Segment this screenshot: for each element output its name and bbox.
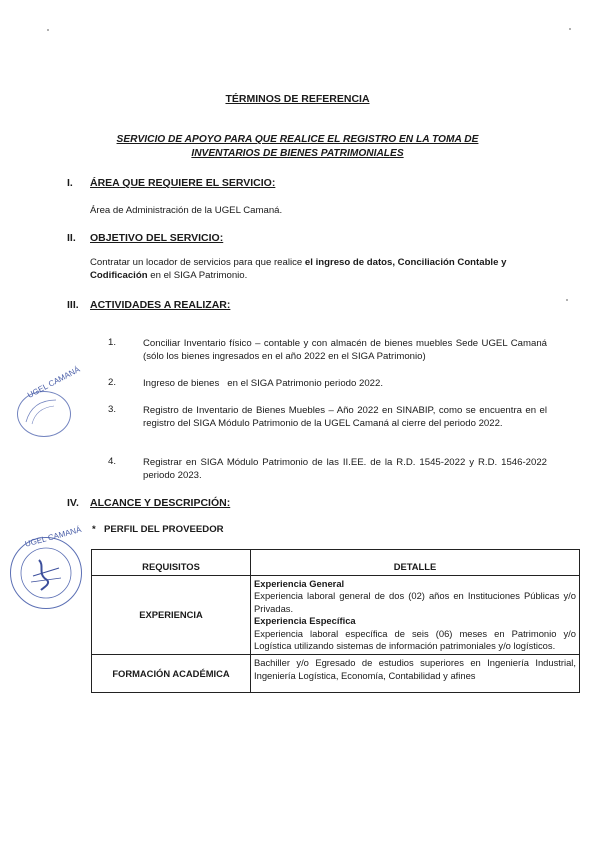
section-1-number: I.	[67, 177, 73, 189]
document-subtitle	[0, 133, 595, 160]
section-4-number: IV.	[67, 497, 79, 509]
col-requisitos-header: REQUISITOS	[92, 550, 251, 576]
stamp-2-text: UGEL CAMANÁ	[24, 525, 83, 549]
scan-speck	[566, 299, 568, 301]
subtitle-line-2: INVENTARIOS DE BIENES PATRIMONIALES	[191, 147, 404, 159]
section-2-heading: OBJETIVO DEL SERVICIO:	[90, 232, 224, 244]
scan-speck	[569, 28, 571, 30]
section-3-heading: ACTIVIDADES A REALIZAR:	[90, 299, 231, 311]
experiencia-especifica-text: Experiencia laboral específica de seis (06) meses en Patrimonio y/o Logística utilizando sistemas de información patrimoniales y/o logísticos.	[254, 627, 576, 652]
section-2-body	[90, 256, 510, 282]
perfil-heading: PERFIL DEL PROVEEDOR	[104, 524, 224, 535]
section-3-number: III.	[67, 299, 79, 311]
section-2-body-bold: el ingreso de datos, Conciliación Contable y Codificación	[90, 257, 507, 281]
ugel-seal-stamp	[17, 391, 71, 437]
document-title: TÉRMINOS DE REFERENCIA	[225, 93, 370, 105]
formacion-text: Bachiller y/o Egresado de estudios superiores en Ingeniería Industrial, Ingeniería Logística, Economía, Contabilidad y afines	[254, 657, 576, 681]
ugel-round-seal	[10, 537, 82, 609]
experiencia-general-text: Experiencia laboral general de dos (02) años en Instituciones Públicas y/o Privadas.	[254, 590, 576, 614]
activity-3-text: Registro de Inventario de Bienes Muebles – Año 2022 en SINABIP, como se encuentra en el registro del SIGA Módulo Patrimonio de la UGEL Camaná al cierre del periodo 2022.	[143, 405, 547, 429]
section-4-heading: ALCANCE Y DESCRIPCIÓN:	[90, 497, 231, 509]
table-row	[92, 655, 580, 693]
experiencia-detail	[251, 576, 580, 655]
section-2-body-part1: Contratar un locador de servicios para que realice	[90, 257, 305, 268]
formacion-label: FORMACIÓN ACADÉMICA	[92, 655, 251, 693]
seal-stamp-icon	[18, 392, 70, 436]
activity-2-text: Ingreso de bienes en el SIGA Patrimonio periodo 2022.	[143, 378, 383, 389]
activity-4-text: Registrar en SIGA Módulo Patrimonio de las II.EE. de la R.D. 1545-2022 y R.D. 1546-2022 periodo 2023.	[143, 457, 547, 481]
stamp-1-text: UGEL CAMANÁ	[26, 364, 82, 400]
section-2-body-part2: en el SIGA Patrimonio.	[147, 270, 248, 281]
activity-2-number: 2.	[108, 377, 117, 388]
table-row	[92, 576, 580, 655]
round-seal-icon	[11, 538, 81, 608]
activity-1-text: Conciliar Inventario físico – contable y con almacén de bienes muebles Sede UGEL Camaná (sólo los bienes ingresados en el año 2022 en el SIGA Patrimonio)	[143, 338, 547, 362]
requirements-table	[91, 549, 580, 693]
col-detalle-header: DETALLE	[251, 550, 580, 576]
section-1-body: Área de Administración de la UGEL Camaná.	[90, 205, 283, 216]
experiencia-general-title: Experiencia General	[254, 578, 345, 589]
experiencia-label: EXPERIENCIA	[92, 576, 251, 655]
formacion-detail	[251, 655, 580, 693]
activity-3-number: 3.	[108, 404, 117, 415]
experiencia-especifica-title: Experiencia Específica	[254, 615, 356, 627]
section-2-number: II.	[67, 232, 76, 244]
table-header-row	[92, 550, 580, 576]
section-1-heading: ÁREA QUE REQUIERE EL SERVICIO:	[90, 177, 276, 189]
subtitle-line-1: SERVICIO DE APOYO PARA QUE REALICE EL REGISTRO EN LA TOMA DE	[116, 134, 479, 145]
activity-1-number: 1.	[108, 337, 117, 348]
perfil-bullet: *	[92, 524, 96, 535]
scan-speck	[47, 29, 49, 31]
activity-4-number: 4.	[108, 456, 117, 467]
